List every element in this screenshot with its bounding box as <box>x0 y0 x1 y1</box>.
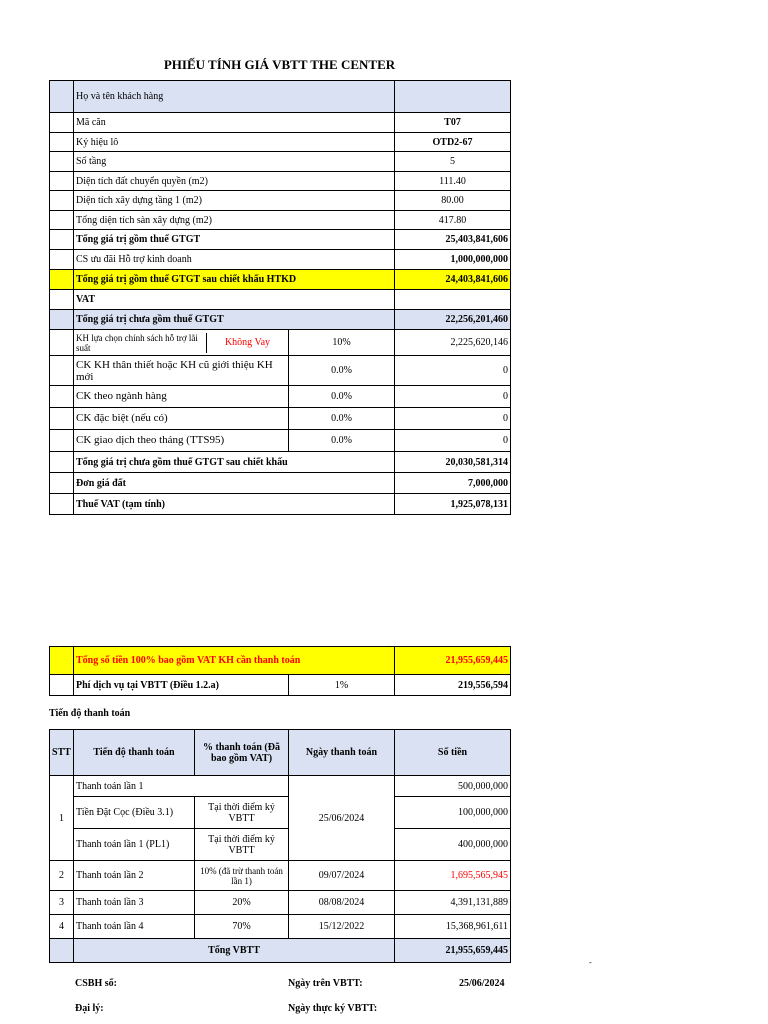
header-progress: Tiến độ thanh toán <box>74 730 195 776</box>
row4-date: 09/07/2024 <box>289 861 395 891</box>
loan-policy-option[interactable]: Không Vay <box>224 337 271 348</box>
floors-value: 5 <box>395 152 511 172</box>
customer-name-value <box>395 81 511 113</box>
loan-policy-cell <box>74 330 289 356</box>
csbh-label: CSBH số: <box>75 978 117 989</box>
floor1-area-value: 80.00 <box>395 191 511 211</box>
row4-amount: 1,695,565,945 <box>395 861 511 891</box>
header-stt: STT <box>50 730 74 776</box>
dash-mark: - <box>589 958 592 967</box>
ck-special-label: CK đặc biệt (nếu có) <box>74 408 289 430</box>
table-row <box>50 891 511 915</box>
row5-label: Thanh toán lần 3 <box>74 891 195 915</box>
row6-amount: 15,368,961,611 <box>395 915 511 939</box>
row4-pct: 10% (đã trừ thanh toán lần 1) <box>195 861 289 891</box>
floors-label: Số tầng <box>74 152 395 172</box>
lot-value: OTD2-67 <box>395 133 511 152</box>
total-after-ck-label: Tổng giá trị chưa gồm thuế GTGT sau chiết khấu <box>74 452 395 473</box>
ck-industry-label: CK theo ngành hàng <box>74 386 289 408</box>
row2-label: Tiền Đặt Cọc (Điều 3.1) <box>74 797 195 829</box>
service-fee-value: 219,556,594 <box>395 675 511 696</box>
group1-date: 25/06/2024 <box>289 776 395 861</box>
total-floor-area-label: Tổng diện tích sàn xây dựng (m2) <box>74 211 395 230</box>
group1-stt: 1 <box>50 776 74 861</box>
total-after-htkd-label: Tổng giá trị gồm thuế GTGT sau chiết khấu HTKD <box>74 270 395 290</box>
land-area-value: 111.40 <box>395 172 511 191</box>
schedule-total-label: Tổng VBTT <box>74 939 395 963</box>
table-row <box>50 797 511 829</box>
vbtt-date-value: 25/06/2024 <box>459 978 505 989</box>
row2-pct: Tại thời điểm ký VBTT <box>195 797 289 829</box>
ck-monthly-pct: 0.0% <box>289 430 395 452</box>
ck-special-pct: 0.0% <box>289 408 395 430</box>
total-due-value: 21,955,659,445 <box>395 647 511 675</box>
payment-schedule-table <box>49 729 511 963</box>
total-after-htkd-value: 24,403,841,606 <box>395 270 511 290</box>
row3-amount: 400,000,000 <box>395 829 511 861</box>
total-incl-vat-label: Tổng giá trị gồm thuế GTGT <box>74 230 395 250</box>
schedule-section-title: Tiến độ thanh toán <box>49 708 131 719</box>
vat-temp-label: Thuế VAT (tạm tính) <box>74 494 395 515</box>
ck-referral-value: 0 <box>395 356 511 386</box>
ck-special-value: 0 <box>395 408 511 430</box>
total-excl-vat-value: 22,256,201,460 <box>395 310 511 330</box>
ck-referral-label: CK KH thân thiết hoặc KH cũ giới thiệu KH mới <box>74 356 289 386</box>
land-price-value: 7,000,000 <box>395 473 511 494</box>
row5-stt: 3 <box>50 891 74 915</box>
row3-label: Thanh toán lần 1 (PL1) <box>74 829 195 861</box>
business-support-label: CS ưu đãi Hỗ trợ kinh doanh <box>74 250 395 270</box>
land-price-label: Đơn giá đất <box>74 473 395 494</box>
total-floor-area-value: 417.80 <box>395 211 511 230</box>
ck-monthly-label: CK giao dịch theo tháng (TTS95) <box>74 430 289 452</box>
row3-pct: Tại thời điểm ký VBTT <box>195 829 289 861</box>
row6-date: 15/12/2022 <box>289 915 395 939</box>
service-fee-pct: 1% <box>289 675 395 696</box>
row4-stt: 2 <box>50 861 74 891</box>
unit-code-label: Mã căn <box>74 113 395 133</box>
row1-label: Thanh toán lần 1 <box>74 776 289 797</box>
total-due-label: Tổng số tiền 100% bao gồm VAT KH cần thanh toán <box>74 647 395 675</box>
lot-label: Ký hiệu lô <box>74 133 395 152</box>
row5-pct: 20% <box>195 891 289 915</box>
row6-pct: 70% <box>195 915 289 939</box>
row-gutter <box>50 81 74 113</box>
actual-sign-label: Ngày thực ký VBTT: <box>288 1003 378 1014</box>
land-area-label: Diện tích đất chuyển quyền (m2) <box>74 172 395 191</box>
summary-table <box>49 646 511 696</box>
business-support-value: 1,000,000,000 <box>395 250 511 270</box>
header-pct: % thanh toán (Đã bao gồm VAT) <box>195 730 289 776</box>
total-after-ck-value: 20,030,581,314 <box>395 452 511 473</box>
vat-label: VAT <box>74 290 395 310</box>
loan-policy-pct: 10% <box>289 330 395 356</box>
ck-monthly-value: 0 <box>395 430 511 452</box>
row2-amount: 100,000,000 <box>395 797 511 829</box>
table-row <box>50 915 511 939</box>
customer-name-label: Họ và tên khách hàng <box>74 81 395 113</box>
row4-label: Thanh toán lần 2 <box>74 861 195 891</box>
vat-temp-value: 1,925,078,131 <box>395 494 511 515</box>
table-row <box>50 829 511 861</box>
vbtt-date-label: Ngày trên VBTT: <box>288 978 363 989</box>
row1-amount: 500,000,000 <box>395 776 511 797</box>
loan-policy-value: 2,225,620,146 <box>395 330 511 356</box>
table-row <box>50 861 511 891</box>
loan-policy-label: KH lựa chọn chính sách hỗ trợ lãi suất <box>74 333 207 353</box>
unit-code-value: T07 <box>395 113 511 133</box>
floor1-area-label: Diện tích xây dựng tầng 1 (m2) <box>74 191 395 211</box>
total-incl-vat-value: 25,403,841,606 <box>395 230 511 250</box>
header-date: Ngày thanh toán <box>289 730 395 776</box>
ck-referral-pct: 0.0% <box>289 356 395 386</box>
service-fee-label: Phí dịch vụ tại VBTT (Điều 1.2.a) <box>74 675 289 696</box>
header-amount: Số tiền <box>395 730 511 776</box>
table-row <box>50 776 511 797</box>
page-title: PHIẾU TÍNH GIÁ VBTT THE CENTER <box>163 57 396 72</box>
row5-date: 08/08/2024 <box>289 891 395 915</box>
row5-amount: 4,391,131,889 <box>395 891 511 915</box>
price-info-table <box>49 80 511 515</box>
schedule-total-amount: 21,955,659,445 <box>395 939 511 963</box>
ck-industry-pct: 0.0% <box>289 386 395 408</box>
row6-label: Thanh toán lần 4 <box>74 915 195 939</box>
total-excl-vat-label: Tổng giá trị chưa gồm thuế GTGT <box>74 310 395 330</box>
row6-stt: 4 <box>50 915 74 939</box>
agent-label: Đại lý: <box>75 1003 104 1014</box>
ck-industry-value: 0 <box>395 386 511 408</box>
